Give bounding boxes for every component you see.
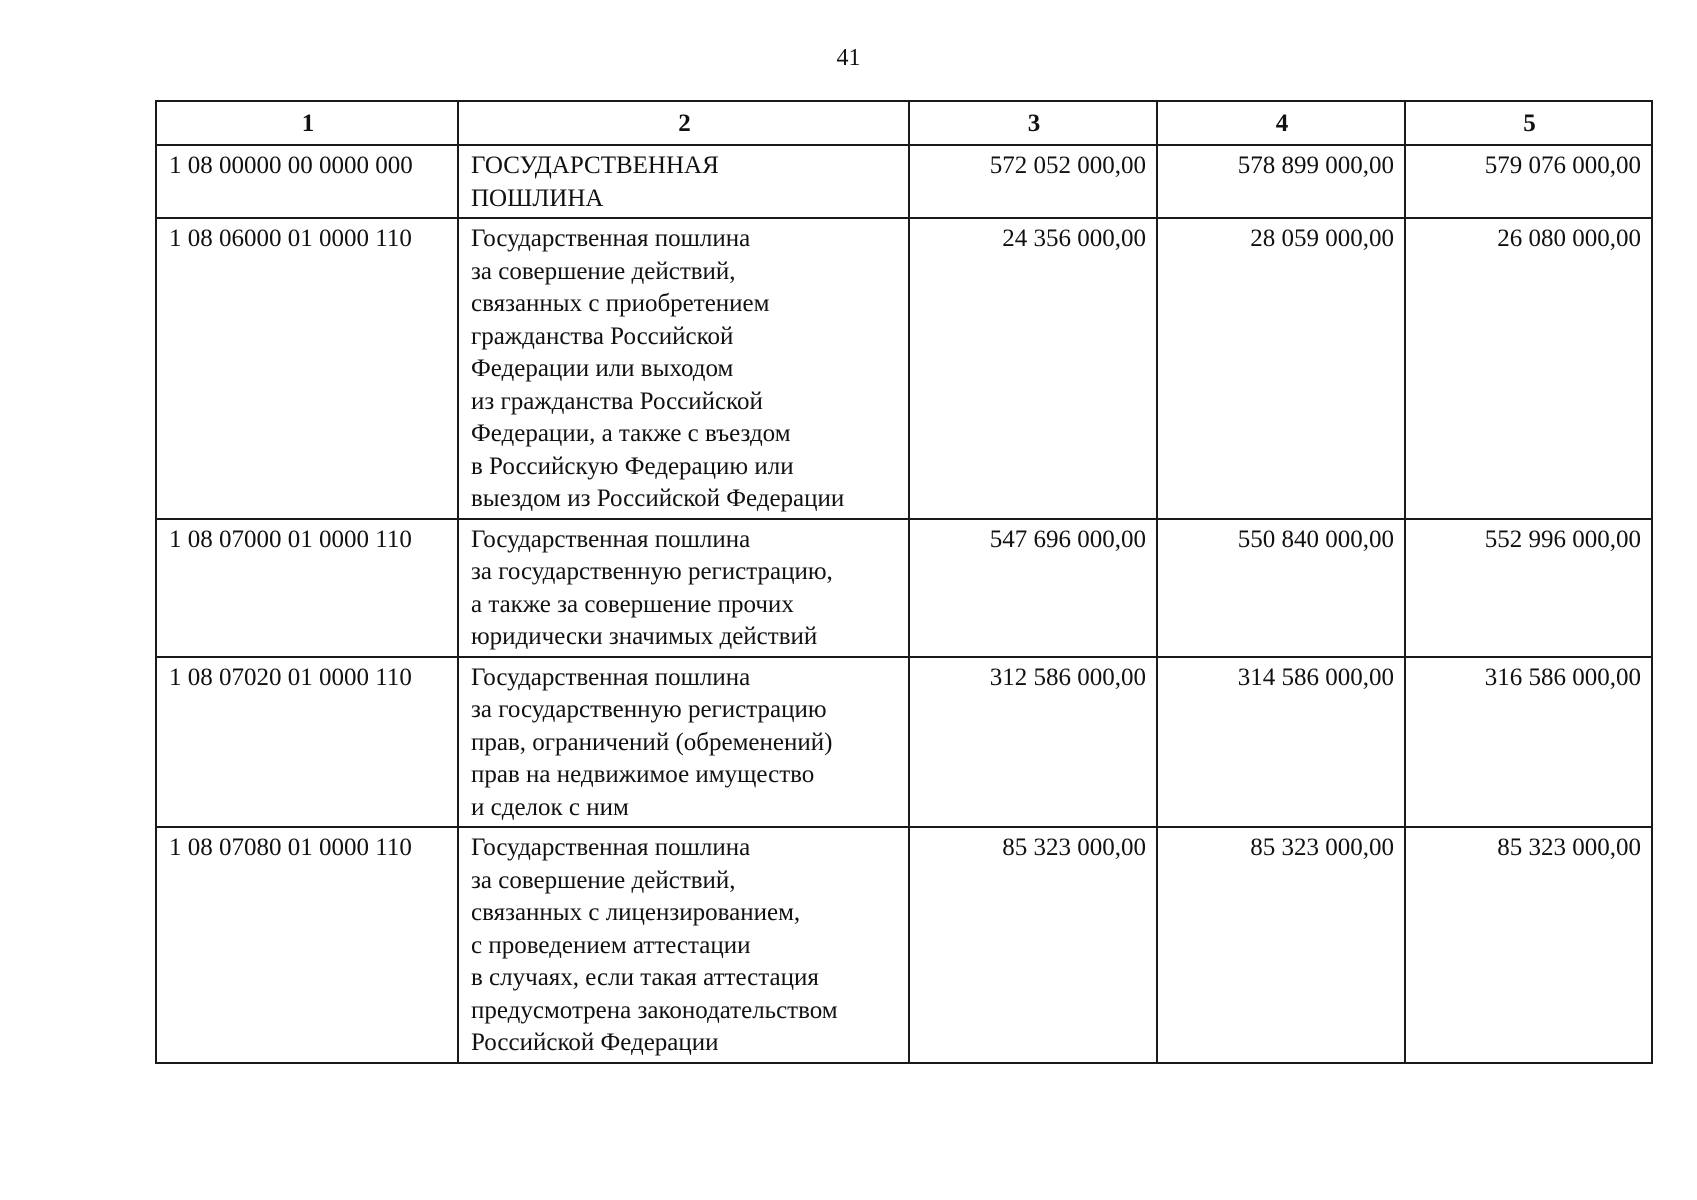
amount-year-3: 85 323 000,00 bbox=[1405, 827, 1652, 1063]
revenue-name-line: юридически значимых действий bbox=[471, 623, 818, 650]
revenue-name-line: в случаях, если такая аттестация bbox=[471, 964, 819, 991]
amount-year-1: 547 696 000,00 bbox=[909, 519, 1157, 657]
revenue-name-line: за совершение действий, bbox=[471, 866, 736, 894]
table-row bbox=[156, 657, 1652, 828]
classification-code: 1 08 07080 01 0000 110 bbox=[156, 827, 458, 1063]
revenue-name-line: с проведением аттестации bbox=[471, 931, 751, 959]
column-header: 1 bbox=[156, 101, 458, 145]
column-header: 4 bbox=[1157, 101, 1405, 145]
revenue-name-line: за государственную регистрацию bbox=[471, 696, 827, 723]
revenue-name-line: ГОСУДАРСТВЕННАЯ bbox=[471, 152, 719, 179]
table-row bbox=[156, 218, 1652, 519]
budget-revenue-table bbox=[155, 100, 1653, 1064]
classification-code: 1 08 06000 01 0000 110 bbox=[156, 218, 458, 519]
revenue-name-line: ПОШЛИНА bbox=[471, 184, 604, 212]
revenue-name-line: Государственная пошлина bbox=[471, 663, 751, 691]
revenue-name bbox=[458, 145, 909, 218]
page-number: 41 bbox=[836, 45, 861, 71]
revenue-name-line: прав, ограничений (обременений) bbox=[471, 728, 833, 756]
revenue-name-line: гражданства Российской bbox=[471, 322, 734, 350]
revenue-name-line: в Российскую Федерацию или bbox=[471, 452, 794, 480]
revenue-name-line: связанных с приобретением bbox=[471, 290, 770, 317]
revenue-name-line: прав на недвижимое имущество bbox=[471, 761, 815, 788]
revenue-name-line: Федерации или выходом bbox=[471, 355, 734, 382]
revenue-name-line: Государственная пошлина bbox=[471, 225, 751, 252]
amount-year-2: 314 586 000,00 bbox=[1157, 657, 1405, 828]
table-row bbox=[156, 827, 1652, 1063]
amount-year-3: 316 586 000,00 bbox=[1405, 657, 1652, 828]
revenue-name-line: Государственная пошлина bbox=[471, 525, 751, 553]
amount-year-2: 578 899 000,00 bbox=[1157, 145, 1405, 218]
amount-year-1: 85 323 000,00 bbox=[909, 827, 1157, 1063]
revenue-name bbox=[458, 827, 909, 1063]
classification-code: 1 08 07000 01 0000 110 bbox=[156, 519, 458, 657]
classification-code: 1 08 00000 00 0000 000 bbox=[156, 145, 458, 218]
column-header: 5 bbox=[1405, 101, 1652, 145]
revenue-name-line: из гражданства Российской bbox=[471, 387, 763, 415]
amount-year-2: 550 840 000,00 bbox=[1157, 519, 1405, 657]
table-row bbox=[156, 145, 1652, 218]
revenue-name-line: Российской Федерации bbox=[471, 1029, 719, 1056]
revenue-name bbox=[458, 519, 909, 657]
revenue-name-line: связанных с лицензированием, bbox=[471, 899, 801, 926]
table-row bbox=[156, 519, 1652, 657]
amount-year-2: 28 059 000,00 bbox=[1157, 218, 1405, 519]
revenue-name-line: предусмотрена законодательством bbox=[471, 996, 838, 1024]
classification-code: 1 08 07020 01 0000 110 bbox=[156, 657, 458, 828]
amount-year-1: 572 052 000,00 bbox=[909, 145, 1157, 218]
amount-year-1: 24 356 000,00 bbox=[909, 218, 1157, 519]
revenue-name bbox=[458, 218, 909, 519]
column-header: 2 bbox=[458, 101, 909, 145]
table-header-row bbox=[156, 101, 1652, 145]
amount-year-1: 312 586 000,00 bbox=[909, 657, 1157, 828]
revenue-name-line: за государственную регистрацию, bbox=[471, 558, 833, 585]
amount-year-2: 85 323 000,00 bbox=[1157, 827, 1405, 1063]
column-header: 3 bbox=[909, 101, 1157, 145]
amount-year-3: 552 996 000,00 bbox=[1405, 519, 1652, 657]
revenue-name-line: Государственная пошлина bbox=[471, 834, 751, 861]
amount-year-3: 26 080 000,00 bbox=[1405, 218, 1652, 519]
revenue-name-line: за совершение действий, bbox=[471, 257, 736, 285]
amount-year-3: 579 076 000,00 bbox=[1405, 145, 1652, 218]
revenue-name-line: Федерации, а также с въездом bbox=[471, 420, 791, 447]
revenue-name-line: и сделок с ним bbox=[471, 793, 629, 821]
revenue-name-line: выездом из Российской Федерации bbox=[471, 485, 845, 512]
revenue-name bbox=[458, 657, 909, 828]
revenue-name-line: а также за совершение прочих bbox=[471, 590, 794, 618]
